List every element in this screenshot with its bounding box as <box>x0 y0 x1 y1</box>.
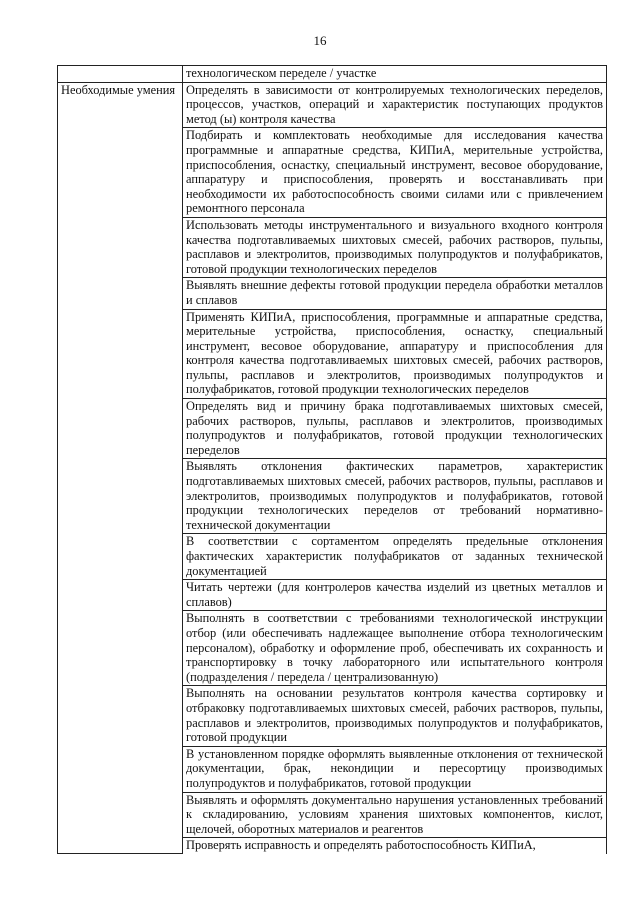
skill-item: Выявлять и оформлять документально нарушения установленных требований к складированию, условиям хранения шихтовых компонентов, кислот, щелочей, оборотных материалов и реагентов <box>183 792 607 838</box>
skill-item: Выполнять в соответствии с требованиями технологической инструкции отбор (или обеспечивать надлежащее выполнение отбора технологическим персоналом), обработку и оформление проб, обеспечивать их сохранность и транспортировку в точку лабораторного или испытательного контроля (подразделения / передела / централизованную) <box>183 611 607 686</box>
continuation-cell: технологическом переделе / участке <box>183 66 607 83</box>
skill-item: Проверять исправность и определять работоспособность КИПиА, <box>183 838 607 854</box>
table-row <box>58 66 607 83</box>
skills-table <box>57 65 607 854</box>
skill-item: Подбирать и комплектовать необходимые для исследования качества программные и аппаратные средства, КИПиА, мерительные устройства, приспособления, оснастку, специальный инструмент, весовое оборудование, аппаратуру и приспособления, проверять и восстанавливать при необходимости их работоспособность своими силами или с привлечением ремонтного персонала <box>183 128 607 218</box>
skill-item: Выполнять на основании результатов контроля качества сортировку и отбраковку подготавливаемых шихтовых смесей, рабочих растворов, пульпы, расплавов и электролитов, производимых полупродуктов и полуфабрикатов, готовой продукции <box>183 686 607 746</box>
skill-item: Использовать методы инструментального и визуального входного контроля качества подготавливаемых шихтовых смесей, рабочих растворов, пульпы, расплавов и электролитов, производимых полупродуктов и полуфабрикатов, готовой продукции технологических переделов <box>183 217 607 277</box>
skill-item: В соответствии с сортаментом определять предельные отклонения фактических характеристик полуфабрикатов от заданных технической документацией <box>183 534 607 580</box>
empty-label-cell <box>58 66 183 83</box>
page-number: 16 <box>313 33 327 48</box>
skill-item: Определять в зависимости от контролируемых технологических переделов, процессов, участков, операций и характеристик поступающих продуктов метод (ы) контроля качества <box>183 82 607 128</box>
skill-item: Читать чертежи (для контролеров качества изделий из цветных металлов и сплавов) <box>183 580 607 611</box>
table-row <box>58 82 607 128</box>
skill-item: Применять КИПиА, приспособления, программные и аппаратные средства, мерительные устройства, приспособления, оснастку, специальный инструмент, весовое оборудование, аппаратуру и приспособления для контроля качества подготавливаемых шихтовых смесей, рабочих растворов, пульпы, расплавов и электролитов, производимых полупродуктов и полуфабрикатов, готовой продукции технологических переделов <box>183 309 607 399</box>
skill-item: В установленном порядке оформлять выявленные отклонения от технической документации, брак, некондиции и пересортицу производимых полупродуктов и полуфабрикатов, готовой продукции <box>183 746 607 792</box>
section-label: Необходимые умения <box>58 82 183 854</box>
skill-item: Выявлять отклонения фактических параметров, характеристик подготавливаемых шихтовых смесей, рабочих растворов, пульпы, расплавов и электролитов, производимых полупродуктов и полуфабрикатов, готовой продукции технологических переделов от требований нормативно-технической документации <box>183 459 607 534</box>
skill-item: Выявлять внешние дефекты готовой продукции передела обработки металлов и сплавов <box>183 278 607 309</box>
skill-item: Определять вид и причину брака подготавливаемых шихтовых смесей, рабочих растворов, пульпы, расплавов и электролитов, производимых полупродуктов и полуфабрикатов, готовой продукции технологических переделов <box>183 399 607 459</box>
